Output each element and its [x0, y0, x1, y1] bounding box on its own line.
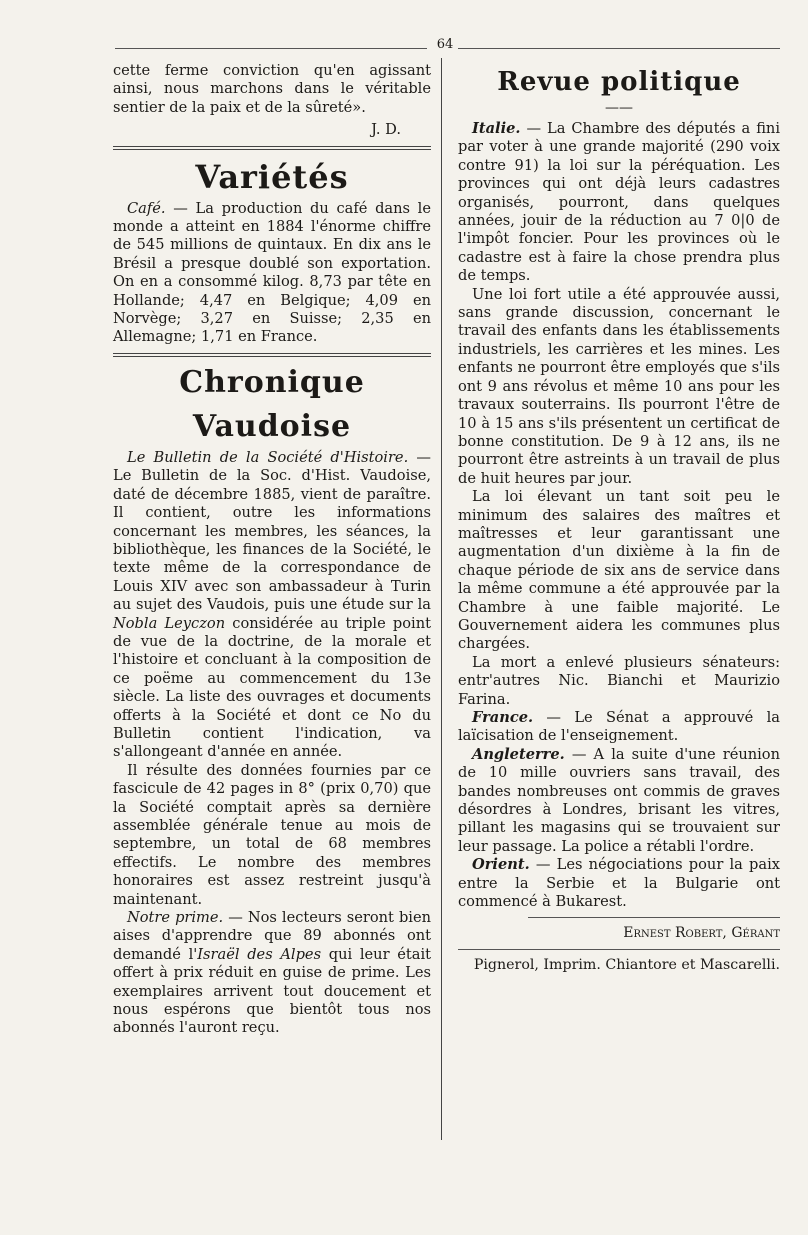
italie-paragraph	[458, 120, 780, 286]
top-rule-left	[115, 48, 427, 49]
left-column	[113, 62, 431, 1038]
orient-label: Orient.	[472, 856, 530, 874]
bulletin-label: Le Bulletin de la Société d'Histoire.	[127, 448, 409, 466]
printer-rule	[458, 949, 780, 950]
italie-paragraph-2: Une loi fort utile a été approuvée aussi, sans grande discussion, concernant le travail des enfants dans les établissements industriels, les carrières et les mines. Les enfants ne pourront être employés que s'ils ont 9 ans révolus et même 10 ans pour les travaux souterrains. Ils pourront l'être de 10 à 15 ans s'ils présentent un certificat de bonne constitution. De 9 à 12 ans, ils ne pourront être astreints à un travail de plus de huit heures par jour.	[458, 285, 780, 487]
france-label: France.	[472, 709, 534, 726]
france-paragraph	[458, 709, 780, 746]
italie-paragraph-3: La loi élevant un tant soit peu le minimum des salaires des maîtres et maîtresses et leur garantissant une augmentation d'un dixième à la fin de chaque période de six ans de service dans la même commune a été approuvée par la Chambre à une faible majorité. Le Gouvernement aidera les communes plus chargées.	[458, 488, 780, 653]
angleterre-paragraph	[458, 746, 780, 856]
intro-signature: J. D.	[371, 121, 401, 139]
prime-paragraph	[113, 909, 431, 1038]
cafe-text: — La production du café dans le monde a atteint en 1884 l'énorme chiffre de 545 millions de quintaux. En dix ans le Brésil a presque doublé son exportation. On en a consommé kilog. 8,73 par tête en Hollande; 4,47 en Belgique; 4,09 en Norvège; 3,27 en Suisse; 2,35 en Allemagne; 1,71 en France.	[113, 199, 431, 346]
section-rule	[113, 146, 431, 150]
italie-label: Italie.	[472, 120, 521, 137]
revue-heading: Revue politique	[497, 67, 741, 97]
prime-italic: Israël des Alpes	[197, 945, 322, 963]
cafe-paragraph	[113, 200, 431, 347]
prime-label: Notre prime.	[127, 909, 224, 927]
orient-paragraph	[458, 856, 780, 911]
france-text: — Le Sénat a approuvé la laïcisation de l'enseignement.	[458, 709, 780, 745]
gerant-signature: Ernest Robert, Gérant	[623, 925, 780, 942]
prime-text-2: qui leur était offert à prix réduit en guise de prime. Les exemplaires arrivent tout doucement et nous espérons que bientôt tous nos abonnés l'auront reçu.	[113, 945, 431, 1037]
heading-dash: ——	[605, 100, 633, 116]
bulletin-italic: Nobla Leyczon	[113, 614, 226, 632]
right-column	[458, 62, 780, 974]
orient-text: — Les négociations pour la paix entre la Serbie et la Bulgarie ont commencé à Bukarest.	[458, 856, 780, 911]
closing-rule	[528, 917, 780, 918]
column-divider	[441, 58, 442, 1140]
section-rule	[113, 353, 431, 357]
angleterre-text: — A la suite d'une réunion de 10 mille ouvriers sans travail, des bandes nombreuses ont commis de graves désordres à Londres, brisant les vitres, pillant les magasins qui se trouvaient sur leur passage. La police a rétabli l'ordre.	[458, 745, 780, 855]
bulletin-text-1: — Le Bulletin de la Soc. d'Hist. Vaudoise, daté de décembre 1885, vient de paraître. Il contient, outre les informations concernant les membres, les séances, la bibliothèque, les finances de la Société, le texte même de la correspondance de Louis XIV avec son ambassadeur à Turin au sujet des Vaudois, puis une étude sur la	[113, 448, 432, 614]
printer-line: Pignerol, Imprim. Chiantore et Mascarelli.	[473, 956, 780, 973]
italie-paragraph-4: La mort a enlevé plusieurs sénateurs: entr'autres Nic. Bianchi et Maurizio Farina.	[458, 653, 780, 708]
cafe-label: Café.	[127, 199, 166, 217]
page-number: 64	[436, 37, 454, 52]
prime-text-1: — Nos lecteurs seront bien aises d'apprendre que 89 abonnés ont demandé l'	[113, 909, 431, 963]
chronique-heading: Chronique Vaudoise	[179, 364, 365, 444]
bulletin-paragraph	[113, 449, 431, 762]
varietes-heading: Variétés	[195, 157, 349, 196]
angleterre-label: Angleterre.	[472, 745, 565, 763]
bulletin-paragraph-2: Il résulte des données fournies par ce fascicule de 42 pages in 8° (prix 0,70) que la Société comptait après sa dernière assemblée générale tenue au mois de septembre, un total de 68 membres effectifs. Le nombre des membres honoraires est assez restreint jusqu'à maintenant.	[113, 761, 431, 908]
italie-text: — La Chambre des députés a fini par voter à une grande majorité (290 voix contre 91) la loi sur la péréquation. Les provinces qui ont déjà leurs cadastres organisés, pourront, dans quelques années, jouir de la réduction au 7 0|0 de l'impôt foncier. Pour les provinces où le cadastre est à faire la chose prendra plus de temps.	[458, 120, 780, 285]
intro-paragraph: cette ferme conviction qu'en agissant ainsi, nous marchons dans le véritable sentier de la paix et de la sûreté».	[113, 62, 431, 116]
top-rule-right	[458, 48, 780, 49]
bulletin-text-2: considérée au triple point de vue de la doctrine, de la morale et l'histoire et concluant à la composition de ce poëme au commencement du 13e siècle. La liste des ouvrages et documents offerts à la Société et dont ce No du Bulletin contient l'indication, va s'allongeant d'année en année.	[113, 614, 431, 761]
